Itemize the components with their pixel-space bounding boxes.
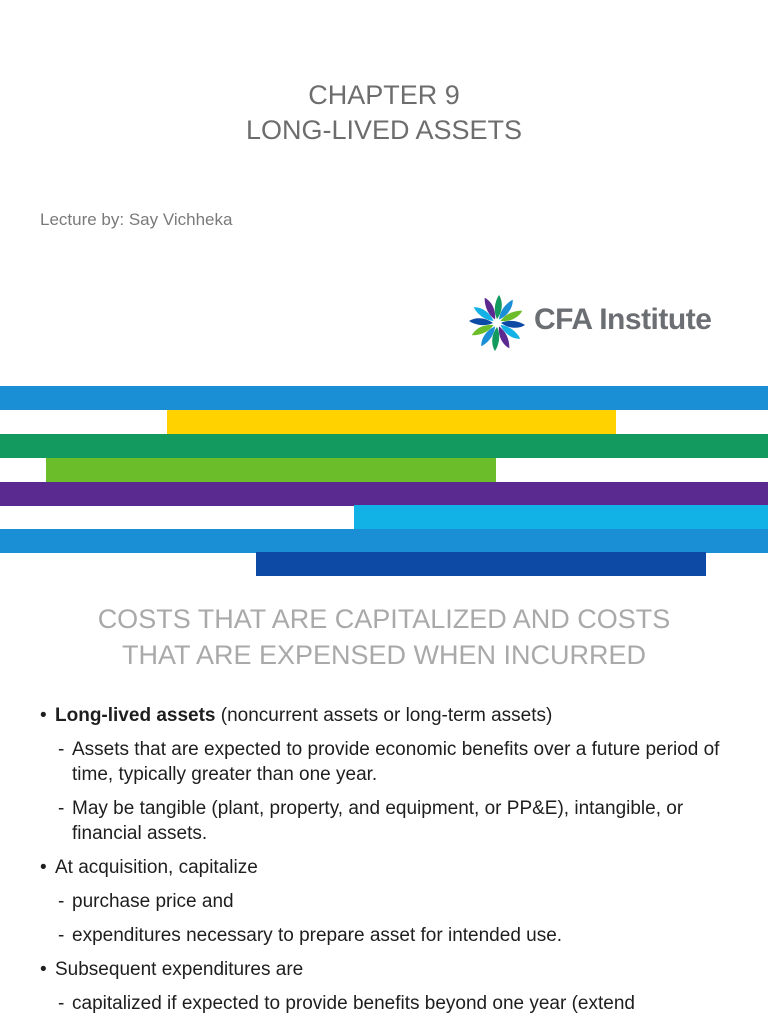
chapter-title	[0, 78, 768, 148]
content-slide-title	[0, 601, 768, 673]
stripe-3	[0, 434, 768, 458]
bullet-term: Long-lived assets	[55, 705, 216, 726]
bullet-long-lived-assets	[40, 703, 740, 728]
stripe-5	[0, 482, 768, 506]
stripe-2	[167, 410, 616, 434]
sub-bullet-expenditures: - expenditures necessary to prepare asset for intended use.	[40, 923, 740, 948]
sub-bullet-capitalized: - capitalized if expected to provide benefits beyond one year (extend	[40, 991, 740, 1016]
cfa-logo	[466, 292, 746, 354]
stripe-4	[46, 458, 496, 482]
lecturer-credit: Lecture by: Say Vichheka	[40, 210, 233, 229]
stripe-6	[354, 505, 768, 529]
stripe-7	[0, 529, 768, 553]
stripe-1	[0, 386, 768, 410]
chapter-subtitle: LONG-LIVED ASSETS	[245, 115, 523, 145]
sub-bullet-types: - May be tangible (plant, property, and equipment, or PP&E), intangible, or financial assets.	[40, 796, 740, 846]
sub-bullet-purchase-price: - purchase price and	[40, 889, 740, 914]
bullet-subsequent: • Subsequent expenditures are	[40, 957, 740, 982]
bullet-term-detail: (noncurrent assets or long-term assets)	[215, 705, 553, 726]
title-line-1: COSTS THAT ARE CAPITALIZED AND COSTS	[97, 604, 671, 634]
logo-text: CFA Institute	[534, 303, 712, 336]
title-line-2: THAT ARE EXPENSED WHEN INCURRED	[121, 640, 647, 670]
chapter-number: CHAPTER 9	[308, 80, 460, 110]
bullet-acquisition: • At acquisition, capitalize	[40, 855, 740, 880]
bullet-list	[40, 703, 740, 1025]
stripe-8	[256, 552, 706, 576]
sub-bullet-definition: - Assets that are expected to provide economic benefits over a future period of time, typically greater than one year.	[40, 737, 740, 787]
cfa-globe-icon	[466, 292, 528, 354]
